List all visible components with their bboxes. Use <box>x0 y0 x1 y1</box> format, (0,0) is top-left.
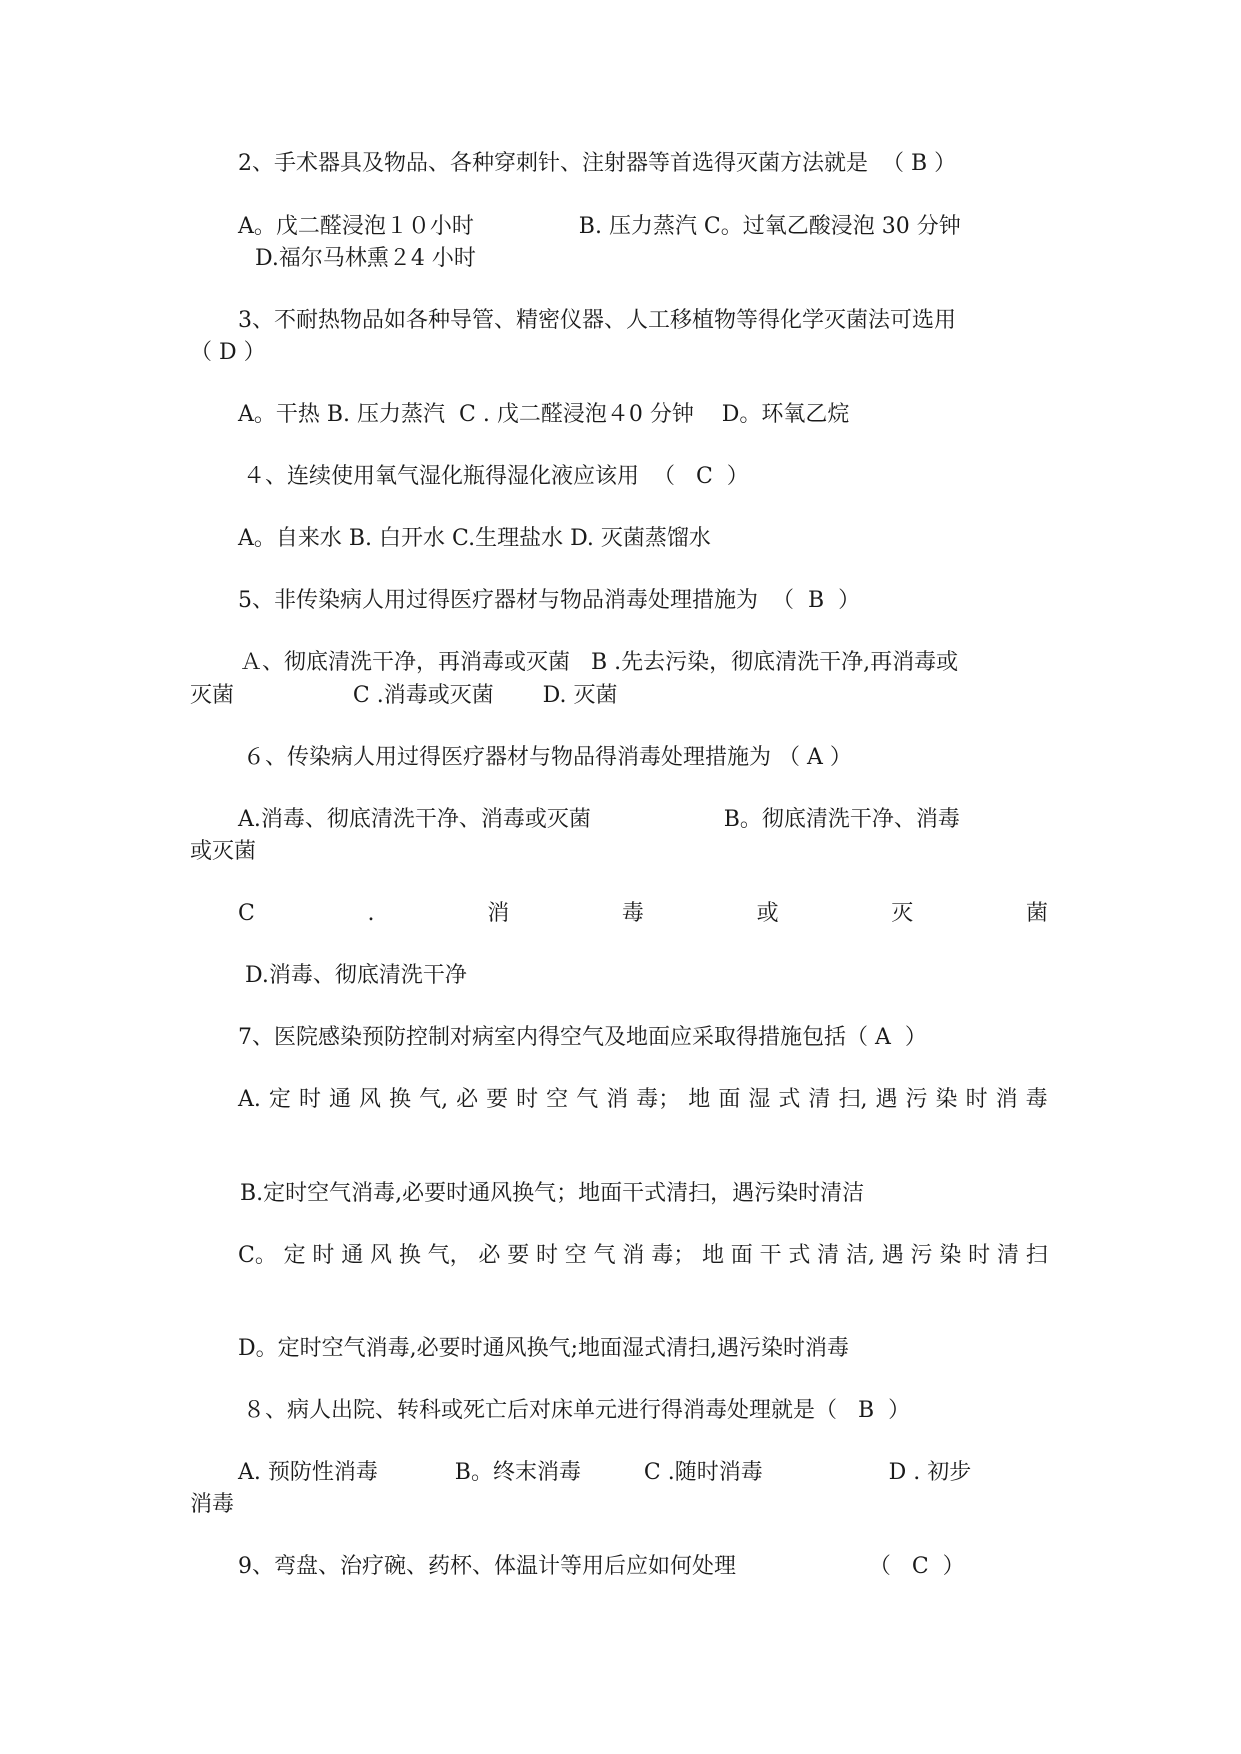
option-char: 气 <box>576 1087 599 1112</box>
option-char: . <box>367 901 375 926</box>
question-6-options-line-1: A.消毒、彻底清洗干净、消毒或灭菌 B。彻底清洗干净、消毒 <box>238 807 960 832</box>
option-char: 染 <box>935 1087 958 1112</box>
question-4-options: A。自来水 B. 白开水 C.生理盐水 D. 灭菌蒸馏水 <box>238 526 711 551</box>
question-5-options-line-1: Ａ、彻底清洗干净，再消毒或灭菌 B .先去污染，彻底清洗干净,再消毒或 <box>240 650 959 675</box>
option-char: 时 <box>298 1087 321 1112</box>
question-6-option-d: D.消毒、彻底清洗干净 <box>245 963 467 988</box>
option-char: 换 <box>398 1243 421 1268</box>
question-7-option-d: D。定时空气消毒,必要时通风换气;地面湿式清扫,遇污染时消毒 <box>238 1336 850 1361</box>
option-char: 时 <box>965 1087 988 1112</box>
question-2-stem: 2、手术器具及物品、各种穿刺针、注射器等首选得灭菌方法就是 （ B ） <box>238 151 957 176</box>
option-char: 消 <box>995 1087 1018 1112</box>
option-char: 干 <box>759 1243 782 1268</box>
option-char: 要 <box>507 1243 530 1268</box>
option-char: 必 <box>478 1243 501 1268</box>
option-char: 风 <box>359 1087 382 1112</box>
option-char: 消 <box>606 1087 629 1112</box>
option-char: 毒 <box>621 901 644 926</box>
option-char: 清 <box>996 1243 1019 1268</box>
question-7-stem: 7、医院感染预防控制对病室内得空气及地面应采取得措施包括（ A ） <box>238 1025 927 1050</box>
option-char: 地 <box>688 1087 711 1112</box>
option-char: A. <box>238 1087 261 1112</box>
option-char: 遇 <box>881 1243 904 1268</box>
option-char: 时 <box>516 1087 539 1112</box>
question-5-options-line-2: 灭菌 C .消毒或灭菌 D. 灭菌 <box>190 683 618 708</box>
option-char: 时 <box>312 1243 335 1268</box>
question-5-stem: 5、非传染病人用过得医疗器材与物品消毒处理措施为 （ B ） <box>238 588 861 613</box>
option-char: 时 <box>536 1243 559 1268</box>
option-char: 扫, <box>838 1087 868 1112</box>
option-char: 地 <box>701 1243 724 1268</box>
option-char: 毒； <box>636 1087 681 1112</box>
option-char: 通 <box>341 1243 364 1268</box>
question-6-options-line-2: 或灭菌 <box>190 839 257 864</box>
option-char: 湿 <box>748 1087 771 1112</box>
option-char: 必 <box>456 1087 479 1112</box>
question-8-stem: ８、病人出院、转科或死亡后对床单元进行得消毒处理就是（ B ） <box>243 1398 911 1423</box>
question-3-stem-line-2: （ D ） <box>190 340 266 365</box>
question-3-stem-line-1: 3、不耐热物品如各种导管、精密仪器、人工移植物等得化学灭菌法可选用 <box>238 308 956 333</box>
option-char: 染 <box>939 1243 962 1268</box>
option-char: 遇 <box>875 1087 898 1112</box>
option-char: 或 <box>756 901 779 926</box>
option-char: C。 <box>238 1243 277 1268</box>
option-char: 灭 <box>891 901 914 926</box>
question-8-options-line-1: A. 预防性消毒 B。终末消毒 C .随时消毒 D . 初步 <box>238 1460 972 1485</box>
option-char: 式 <box>788 1243 811 1268</box>
option-char: 污 <box>910 1243 933 1268</box>
option-char: 风 <box>370 1243 393 1268</box>
option-char: 气 <box>593 1243 616 1268</box>
option-char: 消 <box>622 1243 645 1268</box>
question-6-option-c <box>238 898 1048 930</box>
option-char: 消 <box>487 901 510 926</box>
question-2-options-line-1: A。戊二醛浸泡１０小时 B. 压力蒸汽 C。过氧乙酸浸泡 30 分钟 <box>238 214 961 239</box>
option-char: 定 <box>283 1243 306 1268</box>
question-2-options-line-2: D.福尔马林熏２4 小时 <box>255 246 476 271</box>
option-char: 清 <box>808 1087 831 1112</box>
option-char: 定 <box>268 1087 291 1112</box>
option-char: 扫 <box>1025 1243 1048 1268</box>
question-7-option-b: B.定时空气消毒,必要时通风换气；地面干式清扫，遇污染时清洁 <box>240 1181 865 1206</box>
option-char: 面 <box>730 1243 753 1268</box>
option-char: 气， <box>427 1243 472 1268</box>
option-char: 清 <box>817 1243 840 1268</box>
option-char: 时 <box>968 1243 991 1268</box>
option-char: 菌 <box>1025 901 1048 926</box>
option-char: 面 <box>718 1087 741 1112</box>
option-char: 空 <box>564 1243 587 1268</box>
option-char: 气, <box>419 1087 449 1112</box>
option-char: 毒 <box>1025 1087 1048 1112</box>
question-7-option-a <box>238 1084 1048 1116</box>
option-char: 洁, <box>845 1243 875 1268</box>
option-char: C <box>238 901 255 926</box>
question-3-options: A。干热 B. 压力蒸汽 C . 戊二醛浸泡４0 分钟 D。环氧乙烷 <box>238 402 850 427</box>
option-char: 式 <box>778 1087 801 1112</box>
option-char: 毒； <box>651 1243 696 1268</box>
option-char: 空 <box>546 1087 569 1112</box>
question-4-stem: ４、连续使用氧气湿化瓶得湿化液应该用 （ C ） <box>243 464 749 489</box>
option-char: 污 <box>905 1087 928 1112</box>
question-8-options-line-2: 消毒 <box>190 1492 235 1517</box>
option-char: 通 <box>328 1087 351 1112</box>
question-6-stem: ６、传染病人用过得医疗器材与物品得消毒处理措施为 （ A ） <box>243 745 852 770</box>
question-7-option-c <box>238 1240 1048 1272</box>
question-9-stem: 9、弯盘、治疗碗、药杯、体温计等用后应如何处理 （ C ） <box>238 1554 965 1579</box>
option-char: 换 <box>389 1087 412 1112</box>
option-char: 要 <box>486 1087 509 1112</box>
